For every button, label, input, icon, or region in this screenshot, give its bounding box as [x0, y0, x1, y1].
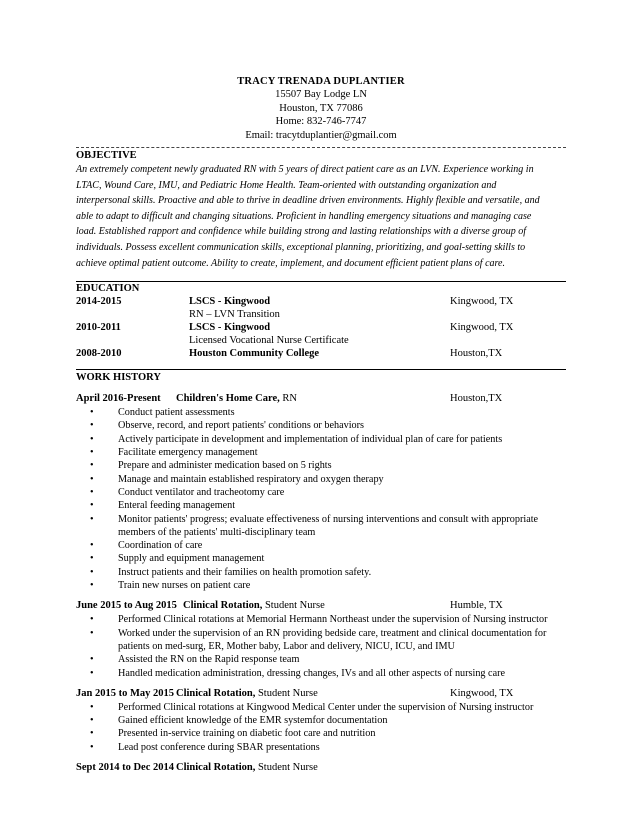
- duty-text: Monitor patients' progress; evaluate effectiveness of nursing interventions and consult with appropriate: [118, 513, 539, 525]
- duty-item: [76, 433, 566, 446]
- job-location: Houston,TX: [450, 393, 503, 405]
- duty-text: Observe, record, and report patients' conditions or behaviors: [118, 420, 364, 432]
- work-section: [76, 371, 566, 775]
- duty-item: [76, 613, 566, 626]
- job-role: RN: [279, 393, 297, 405]
- bullet-icon: •: [90, 701, 94, 713]
- phone-number: Home: 832-746-7747: [275, 116, 367, 128]
- duty-text: patients on med-surg, ER, Mother baby, Labor and delivery, NICU, ICU, and IMU: [118, 640, 455, 652]
- bullet-icon: •: [90, 540, 94, 552]
- duty-text: Train new nurses on patient care: [118, 580, 251, 592]
- duty-text: Worked under the supervision of an RN providing bedside care, treatment and clinical documentation for: [118, 627, 547, 639]
- objective-line: individuals. Possess excellent communication skills, exceptional planning, prioritizing, and goal-setting skills to: [76, 242, 526, 253]
- job-header: [76, 761, 566, 775]
- job-duties: [76, 613, 566, 679]
- education-entry: [76, 347, 566, 360]
- bullet-icon: •: [90, 553, 94, 565]
- objective-section: [76, 150, 566, 271]
- bullet-icon: •: [90, 667, 94, 679]
- header-divider: [76, 147, 566, 148]
- bullet-icon: •: [90, 654, 94, 666]
- duty-item: [76, 627, 566, 640]
- job-dates: June 2015 to Aug 2015: [76, 600, 177, 612]
- duty-item: [76, 419, 566, 432]
- duty-text: Performed Clinical rotations at Kingwood Medical Center under the supervision of Nursing instructor: [118, 701, 534, 713]
- education-detail-text: Licensed Vocational Nurse Certificate: [189, 335, 349, 347]
- duty-text: Conduct ventilator and tracheotomy care: [118, 486, 285, 498]
- bullet-icon: •: [90, 580, 94, 592]
- duty-text: members of the patients' multi-disciplinary team: [118, 526, 316, 538]
- duty-item: [76, 653, 566, 666]
- job-role: Student Nurse: [255, 687, 318, 699]
- bullet-icon: •: [90, 420, 94, 432]
- duty-item: [76, 459, 566, 472]
- job-title: [176, 761, 318, 775]
- job-list: [76, 392, 566, 775]
- education-entry: [76, 321, 566, 334]
- bullet-icon: •: [90, 407, 94, 419]
- education-years: 2010-2011: [76, 322, 121, 334]
- bullet-icon: •: [90, 500, 94, 512]
- job-title: [183, 599, 325, 613]
- education-detail: [76, 334, 566, 347]
- duty-text: Coordination of care: [118, 540, 203, 552]
- duty-item: [76, 566, 566, 579]
- objective-line: able to adapt to difficult and changing situations. Proficient in handling emergency situations and managing case: [76, 210, 532, 222]
- work-title: WORK HISTORY: [76, 372, 161, 384]
- duty-item: [76, 741, 566, 754]
- bullet-icon: •: [90, 627, 94, 639]
- duty-text: Handled medication administration, dressing changes, IVs and all other aspects of nursing care: [118, 667, 506, 679]
- education-school: Houston Community College: [189, 348, 320, 360]
- duty-item: [76, 579, 566, 592]
- job-header: [76, 599, 566, 613]
- duty-item: [76, 526, 566, 539]
- education-years: 2008-2010: [76, 348, 122, 360]
- education-location: Houston,TX: [450, 348, 503, 360]
- duty-text: Prepare and administer medication based on 5 rights: [118, 460, 332, 472]
- education-location: Kingwood, TX: [450, 322, 514, 334]
- job-employer: Children's Home Care,: [176, 393, 280, 405]
- duty-item: [76, 499, 566, 512]
- objective-line: interpersonal skills. Proactive and able to thrive in deadline driven environments. Highly flexible and versatile, and: [76, 195, 540, 207]
- duty-item: [76, 727, 566, 740]
- resume-header: [76, 75, 566, 142]
- job-role: Student Nurse: [262, 600, 325, 612]
- objective-title: OBJECTIVE: [76, 150, 137, 162]
- duty-text: Assisted the RN on the Rapid response team: [118, 654, 300, 666]
- education-title: EDUCATION: [76, 283, 140, 295]
- job-location: Kingwood, TX: [450, 687, 514, 699]
- duty-item: [76, 406, 566, 419]
- duty-item: [76, 640, 566, 653]
- objective-text: [76, 162, 566, 271]
- education-detail: [76, 308, 566, 321]
- duty-text: Conduct patient assessments: [118, 407, 235, 419]
- bullet-icon: •: [90, 715, 94, 727]
- duty-text: Presented in-service training on diabetic foot care and nutrition: [118, 728, 376, 740]
- work-divider: [76, 369, 566, 370]
- education-entry: [76, 295, 566, 308]
- objective-line: LTAC, Wound Care, IMU, and Pediatric Home Health. Team-oriented with outstanding organization and: [76, 179, 497, 191]
- objective-line: achieve optimal patient outcome. Ability to create, implement, and document efficient patient plans of care.: [76, 257, 505, 269]
- education-years: 2014-2015: [76, 296, 122, 308]
- resume-page: [76, 0, 566, 775]
- education-location: Kingwood, TX: [450, 296, 514, 308]
- bullet-icon: •: [90, 741, 94, 753]
- job-header: [76, 392, 566, 406]
- bullet-icon: •: [90, 460, 94, 472]
- bullet-icon: •: [90, 614, 94, 626]
- bullet-icon: •: [90, 728, 94, 740]
- education-list: [76, 295, 566, 360]
- bullet-icon: •: [90, 513, 94, 525]
- job-employer: Clinical Rotation,: [176, 687, 256, 699]
- education-detail-text: RN – LVN Transition: [189, 309, 280, 321]
- duty-item: [76, 513, 566, 526]
- duty-item: [76, 539, 566, 552]
- duty-text: Performed Clinical rotations at Memorial Hermann Northeast under the supervision of Nursing instructor: [118, 614, 548, 626]
- education-section: [76, 282, 566, 360]
- job-employer: Clinical Rotation,: [176, 762, 256, 774]
- job-dates: April 2016-Present: [76, 393, 161, 405]
- job-header: [76, 687, 566, 701]
- education-school: LSCS - Kingwood: [189, 296, 271, 308]
- duty-text: Instruct patients and their families on health promotion safety.: [118, 566, 372, 578]
- duty-item: [76, 552, 566, 565]
- job-location: Humble, TX: [450, 600, 503, 612]
- duty-item: [76, 714, 566, 727]
- duty-item: [76, 701, 566, 714]
- objective-line: An extremely competent newly graduated RN with 5 years of direct patient care as an LVN. Experience working in: [76, 164, 534, 176]
- job-title: [176, 687, 318, 701]
- bullet-icon: •: [90, 433, 94, 445]
- bullet-icon: •: [90, 566, 94, 578]
- duty-text: Enteral feeding management: [118, 500, 236, 512]
- duty-text: Actively participate in development and implementation of individual plan of care for patients: [118, 433, 503, 445]
- objective-line: load. Established rapport and confidence while building strong and lasting relationships with a diverse group of: [76, 226, 526, 238]
- duty-text: Facilitate emergency management: [118, 447, 258, 459]
- job-title: [176, 392, 297, 406]
- duty-item: [76, 473, 566, 486]
- bullet-icon: •: [90, 447, 94, 459]
- duty-item: [76, 667, 566, 680]
- education-school: LSCS - Kingwood: [189, 322, 271, 334]
- job-employer: Clinical Rotation,: [183, 600, 263, 612]
- duty-text: Gained efficient knowledge of the EMR systemfor documentation: [118, 715, 388, 727]
- bullet-icon: •: [90, 486, 94, 498]
- job-dates: Sept 2014 to Dec 2014: [76, 762, 174, 774]
- duty-item: [76, 486, 566, 499]
- duty-item: [76, 446, 566, 459]
- duty-text: Supply and equipment management: [118, 553, 265, 565]
- candidate-name: TRACY TRENADA DUPLANTIER: [237, 76, 405, 87]
- email-address: Email: tracytduplantier@gmail.com: [245, 129, 397, 141]
- job-duties: [76, 701, 566, 754]
- street-address: 15507 Bay Lodge LN: [275, 89, 367, 101]
- duty-text: Manage and maintain established respiratory and oxygen therapy: [118, 473, 384, 485]
- bullet-icon: •: [90, 473, 94, 485]
- job-duties: [76, 406, 566, 592]
- job-role: Student Nurse: [255, 762, 318, 774]
- city-state-zip: Houston, TX 77086: [279, 102, 363, 114]
- job-dates: Jan 2015 to May 2015: [76, 687, 174, 699]
- duty-text: Lead post conference during SBAR presentations: [118, 741, 320, 753]
